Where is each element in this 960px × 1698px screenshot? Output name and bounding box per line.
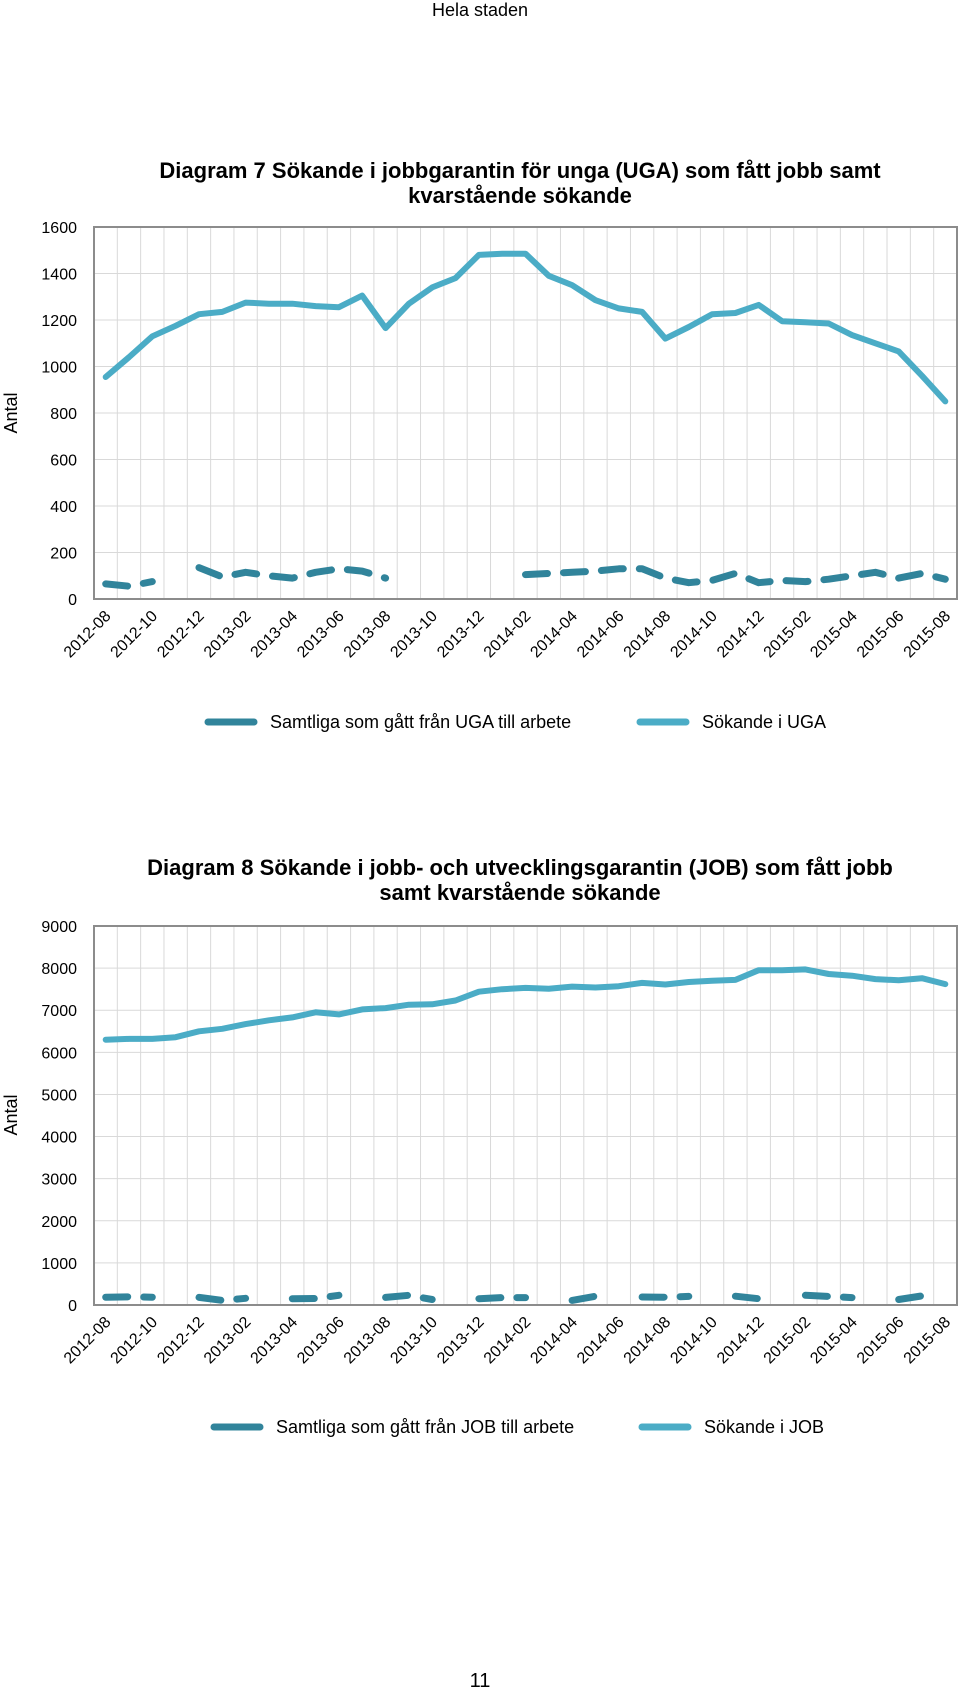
x-tick-label: 2015-02 [760, 1313, 815, 1368]
x-tick-label: 2014-06 [574, 1313, 628, 1368]
legend-label: Samtliga som gått från JOB till arbete [276, 1417, 575, 1437]
legend-label: Sökande i UGA [702, 712, 827, 732]
x-tick-label: 2012-12 [154, 1313, 208, 1368]
x-tick-label: 2013-02 [200, 607, 255, 662]
x-tick-label: 2014-12 [714, 607, 768, 662]
x-tick-label: 2012-08 [60, 1313, 115, 1368]
y-tick-label: 1600 [41, 220, 77, 237]
x-tick-label: 2014-10 [667, 607, 721, 662]
y-tick-label: 8000 [41, 961, 77, 979]
x-tick-label: 2013-04 [247, 1313, 302, 1368]
x-tick-label: 2014-06 [574, 607, 628, 662]
x-tick-label: 2012-10 [107, 1313, 162, 1368]
x-tick-label: 2014-04 [527, 1313, 581, 1368]
x-tick-label: 2014-02 [480, 607, 535, 662]
x-tick-label: 2015-04 [807, 1313, 861, 1368]
x-tick-label: 2013-10 [387, 607, 442, 662]
x-tick-label: 2013-08 [340, 1313, 395, 1368]
chart-title-line: samt kvarstående sökande [379, 880, 661, 905]
y-tick-label: 600 [50, 452, 77, 470]
y-axis-label: Antal [1, 392, 21, 434]
x-tick-label: 2014-12 [714, 1313, 768, 1368]
x-tick-label: 2015-04 [807, 607, 861, 662]
y-axis-label: Antal [1, 1094, 21, 1136]
y-tick-label: 5000 [41, 1087, 77, 1105]
x-tick-label: 2015-08 [900, 607, 955, 662]
x-tick-label: 2013-06 [294, 607, 348, 662]
x-tick-label: 2015-06 [853, 607, 908, 662]
x-tick-label: 2015-06 [853, 1313, 908, 1368]
x-tick-label: 2013-06 [294, 1313, 348, 1368]
y-tick-label: 3000 [41, 1171, 77, 1189]
y-tick-label: 4000 [41, 1129, 77, 1147]
chart-title-line: Diagram 7 Sökande i jobbgarantin för unga (UGA) som fått jobb samt [159, 158, 881, 183]
x-tick-label: 2013-12 [434, 607, 488, 662]
y-tick-label: 9000 [41, 919, 77, 936]
x-tick-label: 2014-04 [527, 607, 581, 662]
y-tick-label: 1000 [41, 359, 77, 377]
legend-label: Samtliga som gått från UGA till arbete [270, 712, 572, 732]
legend-label: Sökande i JOB [704, 1417, 825, 1437]
x-tick-label: 2014-08 [620, 1313, 675, 1368]
y-tick-label: 7000 [41, 1003, 77, 1021]
x-tick-label: 2012-08 [60, 607, 115, 662]
x-tick-label: 2012-12 [154, 607, 208, 662]
chart-uga [0, 150, 960, 750]
x-tick-label: 2013-02 [200, 1313, 255, 1368]
x-tick-label: 2014-08 [620, 607, 675, 662]
chart-job [0, 855, 960, 1455]
x-tick-label: 2015-02 [760, 607, 815, 662]
page-number: 11 [469, 1670, 491, 1692]
series-solid [105, 253, 946, 402]
y-tick-label: 400 [50, 499, 77, 516]
y-tick-label: 6000 [41, 1045, 77, 1063]
chart-title-line: kvarstående sökande [408, 183, 632, 208]
y-tick-label: 1200 [41, 313, 77, 330]
chart-title-line: Diagram 8 Sökande i jobb- och utvecklingsgarantin (JOB) som fått jobb [147, 855, 893, 880]
y-tick-label: 800 [50, 406, 77, 423]
y-tick-label: 2000 [41, 1213, 77, 1231]
x-tick-label: 2013-10 [387, 1313, 442, 1368]
series-line [106, 254, 946, 402]
series-line [106, 568, 946, 587]
x-tick-label: 2012-10 [107, 607, 162, 662]
x-tick-label: 2014-02 [480, 1313, 535, 1368]
x-tick-label: 2014-10 [667, 1313, 721, 1368]
y-tick-label: 0 [68, 1298, 77, 1315]
y-tick-label: 0 [68, 592, 77, 609]
plot-frame [94, 926, 957, 1305]
y-tick-label: 200 [50, 545, 77, 563]
x-tick-label: 2015-08 [900, 1313, 955, 1368]
y-tick-label: 1000 [41, 1255, 77, 1273]
series-solid [105, 969, 946, 1040]
page-header: Hela staden [431, 0, 529, 20]
series-line [106, 969, 946, 1039]
x-tick-label: 2013-08 [340, 607, 395, 662]
x-tick-label: 2013-04 [247, 607, 302, 662]
series-dashed [105, 567, 946, 587]
y-tick-label: 1400 [41, 266, 77, 284]
x-tick-label: 2013-12 [434, 1313, 488, 1368]
